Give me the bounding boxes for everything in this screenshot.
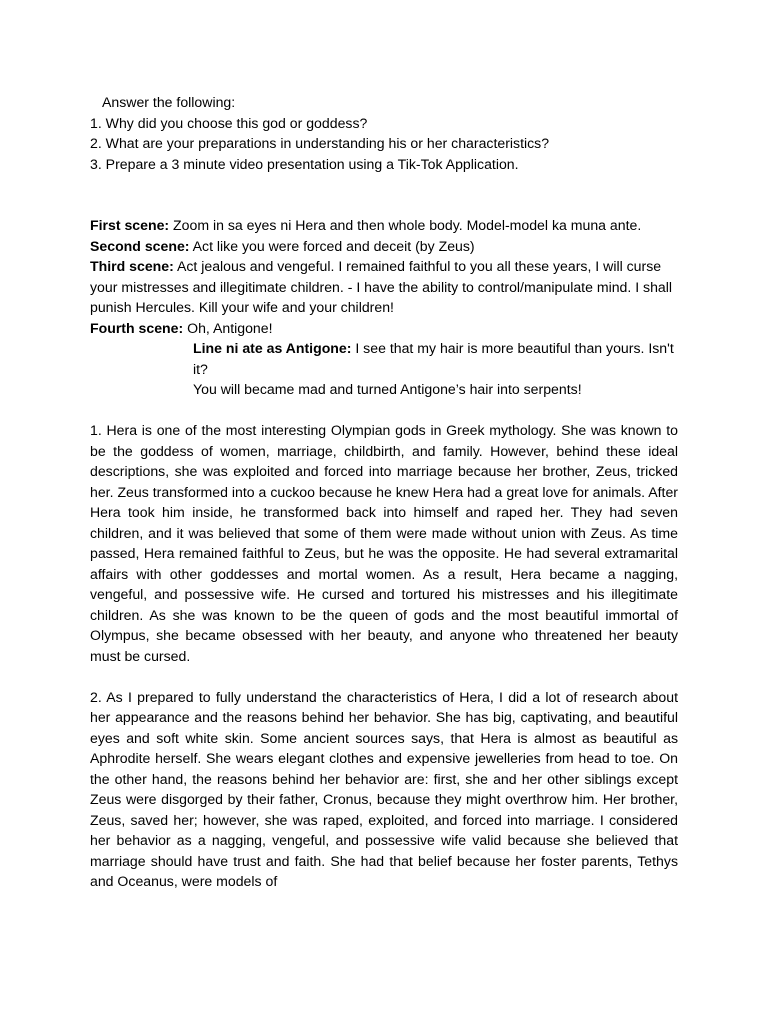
question-item: 3. Prepare a 3 minute video presentation using a Tik-Tok Application. [90,155,519,172]
first-scene-label: First scene: [90,217,170,233]
fourth-scene-text: Oh, Antigone! [183,319,273,336]
document-page [90,92,678,892]
first-scene [90,215,678,236]
third-scene-label: Third scene: [90,258,174,274]
antigone-line [90,338,678,379]
fourth-scene-label: Fourth scene: [90,319,184,336]
antigone-line-label: Line ni ate as Antigone: [193,340,352,356]
question-item: 1. Why did you choose this god or goddess? [90,114,368,131]
spacer [90,400,678,421]
third-scene-text: Act jealous and vengeful. I remained faithful to you all these years, I will curse your mistresses and illegitimate children. - I have the ability to control/manipulate mind. I shall punish Hercules. Kill your wife and your children! [90,258,673,315]
question-item: 2. What are your preparations in understanding his or her characteristics? [90,135,550,151]
second-scene [90,236,678,257]
questions-intro: Answer the following: [102,94,236,110]
closing-line: You will became mad and turned Antigone’s hair into serpents! [193,381,582,397]
spacer [90,666,678,687]
second-scene-label: Second scene: [90,237,190,254]
first-scene-text: Zoom in sa eyes ni Hera and then whole body. Model-model ka muna ante. [169,217,642,233]
fourth-scene [90,318,678,339]
answer-two-paragraph: 2. As I prepared to fully understand the characteristics of Hera, I did a lot of research about her appearance and the reasons behind her behavior. She has big, captivating, and beautiful eyes and soft white skin. Some ancient sources says, that Hera is almost as beautiful as Aphrodite herself. She wears elegant clothes and expensive jewelleries from head to toe. On the other hand, the reasons behind her behavior are: first, she and her other siblings except Zeus were disgorged by their father, Cronus, because they might overthrow him. Her brother, Zeus, saved her; however, she was raped, exploited, and forced into marriage. I considered her behavior as a nagging, vengeful, and possessive wife valid because she believed that marriage should have trust and faith. She had that belief because her foster parents, Tethys and Oceanus, were models of [90,688,678,889]
third-scene [90,256,678,318]
second-scene-text: Act like you were forced and deceit (by Zeus) [189,237,475,254]
spacer [90,174,678,215]
antigone-line-text: I see that my hair is more beautiful than yours. Isn't it? [193,340,674,377]
answer-one-paragraph: 1. Hera is one of the most interesting Olympian gods in Greek mythology. She was known to be the goddess of women, marriage, childbirth, and family. However, behind these ideal descriptions, she was exploited and forced into marriage because her brother, Zeus, tricked her. Zeus transformed into a cuckoo because he knew Hera had a great love for animals. After Hera took him inside, he transformed back into himself and raped her. They had seven children, and it was believed that some of them were made without union with Zeus. As time passed, Hera remained faithful to Zeus, but he was the opposite. He had several extramarital affairs with other goddesses and mortal women. As a result, Hera became a nagging, vengeful, and possessive wife. He cursed and tortured his mistresses and his illegitimate children. As she was known to be the queen of gods and the most beautiful immortal of Olympus, she became obsessed with her beauty, and anyone who threatened her beauty must be cursed. [90,422,678,664]
